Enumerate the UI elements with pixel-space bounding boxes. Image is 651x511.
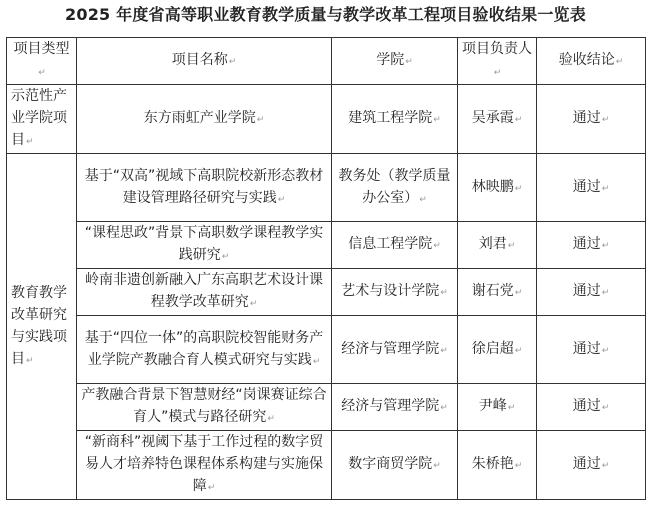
project-name-cell: “新商科”视阈下基于工作过程的数字贸易人才培养特色课程体系构建与实施保障↵ [77, 431, 332, 500]
college-cell: 经济与管理学院↵ [332, 316, 458, 384]
table-row [7, 154, 646, 222]
leader-cell: 徐启超↵ [458, 316, 537, 384]
project-name-cell: 基于“双高”视域下高职院校新形态教材建设管理路径研究与实践↵ [77, 154, 332, 222]
leader-cell: 吴承霞↵ [458, 85, 537, 154]
result-cell: 通过↵ [537, 384, 646, 431]
result-cell: 通过↵ [537, 222, 646, 269]
project-type-cell: 教育教学改革研究与实践项目↵ [7, 154, 77, 500]
project-name-cell: 岭南非遗创新融入广东高职艺术设计课程教学改革研究↵ [77, 269, 332, 316]
result-cell: 通过↵ [537, 269, 646, 316]
college-cell: 建筑工程学院↵ [332, 85, 458, 154]
header-name: 项目名称↵ [77, 38, 332, 85]
project-type-cell: 示范性产业学院项目↵ [7, 85, 77, 154]
table-row [7, 85, 646, 154]
project-name-cell: 基于“四位一体”的高职院校智能财务产业学院产教融合育人模式研究与实践↵ [77, 316, 332, 384]
acceptance-results-table [6, 37, 646, 500]
result-cell: 通过↵ [537, 316, 646, 384]
table-row [7, 431, 646, 500]
result-cell: 通过↵ [537, 431, 646, 500]
leader-cell: 刘君↵ [458, 222, 537, 269]
leader-cell: 朱桥艳↵ [458, 431, 537, 500]
header-college: 学院↵ [332, 38, 458, 85]
leader-cell: 谢石党↵ [458, 269, 537, 316]
result-cell: 通过↵ [537, 154, 646, 222]
table-row [7, 384, 646, 431]
page-title: 2025 年度省高等职业教育教学质量与教学改革工程项目验收结果一览表 [65, 5, 586, 24]
project-name-cell: 产教融合背景下智慧财经“岗课赛证综合育人”模式与路径研究↵ [77, 384, 332, 431]
college-cell: 教务处（教学质量办公室）↵ [332, 154, 458, 222]
leader-cell: 林映鹏↵ [458, 154, 537, 222]
leader-cell: 尹峰↵ [458, 384, 537, 431]
header-type: 项目类型↵ [7, 38, 77, 85]
college-cell: 信息工程学院↵ [332, 222, 458, 269]
result-cell: 通过↵ [537, 85, 646, 154]
college-cell: 经济与管理学院↵ [332, 384, 458, 431]
table-row [7, 269, 646, 316]
project-name-cell: “课程思政”背景下高职数学课程教学实践研究↵ [77, 222, 332, 269]
table-row [7, 316, 646, 384]
college-cell: 数字商贸学院↵ [332, 431, 458, 500]
header-leader: 项目负责人↵ [458, 38, 537, 85]
project-name-cell: 东方雨虹产业学院↵ [77, 85, 332, 154]
header-result: 验收结论↵ [537, 38, 646, 85]
table-header-row [7, 38, 646, 85]
college-cell: 艺术与设计学院↵ [332, 269, 458, 316]
table-row [7, 222, 646, 269]
